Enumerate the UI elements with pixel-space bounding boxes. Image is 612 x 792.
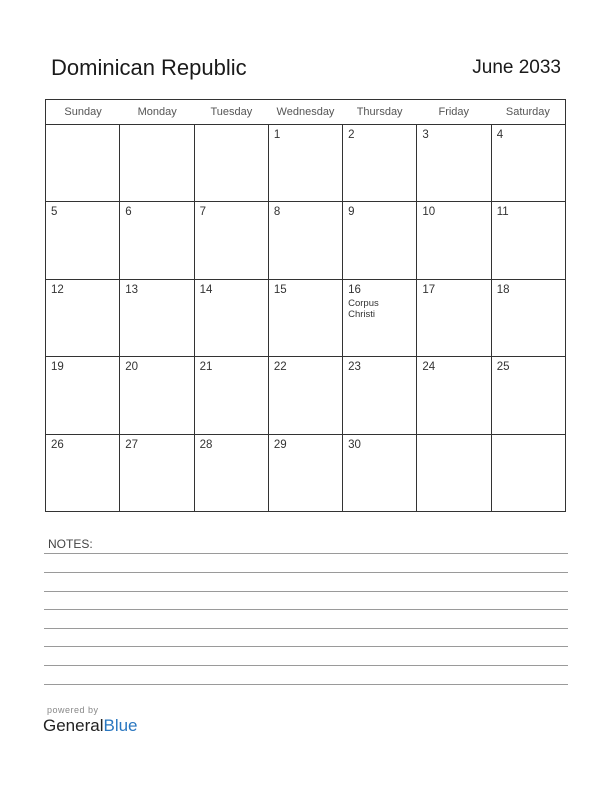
note-line	[44, 609, 568, 610]
day-number: 29	[273, 438, 287, 451]
day-cell	[492, 435, 565, 512]
day-number: 27	[125, 438, 139, 451]
day-number: 11	[496, 206, 509, 219]
day-number: 26	[51, 438, 64, 451]
day-number: 30	[348, 438, 361, 451]
calendar-week-row	[46, 202, 565, 279]
calendar-week-row	[46, 357, 565, 434]
day-number: 7	[199, 206, 206, 219]
day-cell	[492, 202, 565, 278]
day-cell	[46, 435, 120, 512]
day-cell	[195, 435, 269, 512]
weekday-header-row	[46, 100, 565, 125]
brand-blue-text: Blue	[103, 716, 138, 735]
calendar-weeks	[46, 125, 565, 512]
day-cell	[343, 357, 417, 433]
note-line	[44, 646, 568, 647]
day-number: 13	[125, 283, 139, 296]
note-line	[44, 572, 568, 573]
note-line	[44, 684, 568, 685]
day-number: 8	[273, 206, 281, 219]
day-cell	[195, 125, 269, 201]
day-number: 22	[273, 361, 287, 374]
powered-by-label: powered by	[47, 705, 99, 715]
calendar-week-row	[46, 280, 565, 357]
day-number: 17	[422, 283, 436, 296]
day-number: 23	[348, 361, 361, 374]
day-number: 10	[422, 206, 436, 219]
day-cell	[120, 202, 194, 278]
weekday-saturday: Saturday	[505, 106, 550, 118]
day-cell	[46, 202, 120, 278]
day-cell	[269, 280, 343, 356]
note-line	[44, 591, 568, 592]
day-cell	[417, 125, 491, 201]
holiday-event: Corpus Christi	[348, 297, 379, 320]
generalblue-logo	[43, 716, 138, 736]
day-cell	[195, 357, 269, 433]
day-cell	[46, 280, 120, 356]
day-number: 20	[125, 361, 139, 374]
calendar-grid	[45, 99, 566, 512]
day-cell	[343, 280, 417, 356]
day-cell	[343, 202, 417, 278]
day-number: 24	[422, 361, 436, 374]
day-number: 4	[496, 129, 504, 141]
calendar-month-title: June 2033	[472, 57, 561, 78]
day-number: 2	[348, 129, 355, 141]
weekday-tuesday: Tuesday	[210, 106, 253, 118]
day-number: 3	[422, 129, 429, 141]
day-cell	[492, 357, 565, 433]
note-line	[44, 628, 568, 629]
day-cell	[120, 435, 194, 512]
day-cell	[46, 125, 120, 201]
day-cell	[492, 280, 565, 356]
day-number: 6	[125, 206, 132, 219]
day-number: 18	[496, 283, 510, 296]
note-line	[44, 665, 568, 666]
day-number: 9	[348, 206, 355, 219]
day-cell	[269, 202, 343, 278]
day-cell	[417, 435, 491, 512]
day-number: 14	[199, 283, 213, 296]
weekday-sunday: Sunday	[64, 106, 102, 118]
weekday-friday: Friday	[438, 106, 470, 118]
day-number: 25	[496, 361, 510, 374]
note-line	[44, 553, 568, 554]
day-cell	[120, 357, 194, 433]
day-cell	[120, 280, 194, 356]
day-cell	[343, 435, 417, 512]
day-number: 5	[51, 206, 58, 219]
calendar-week-row	[46, 125, 565, 202]
day-cell	[120, 125, 194, 201]
day-cell	[343, 125, 417, 201]
weekday-monday: Monday	[137, 106, 177, 118]
notes-label: NOTES:	[48, 537, 93, 551]
day-cell	[417, 280, 491, 356]
day-number: 12	[51, 283, 64, 296]
day-number: 19	[51, 361, 64, 374]
day-cell	[269, 125, 343, 201]
day-number: 16	[348, 283, 361, 296]
day-cell	[417, 357, 491, 433]
brand-general-text: General	[43, 716, 104, 735]
day-number: 21	[199, 361, 213, 374]
calendar-country-title: Dominican Republic	[51, 55, 247, 80]
day-cell	[492, 125, 565, 201]
day-cell	[269, 435, 343, 512]
calendar-week-row	[46, 435, 565, 512]
day-cell	[195, 202, 269, 278]
day-cell	[46, 357, 120, 433]
weekday-thursday: Thursday	[356, 106, 403, 118]
day-number: 1	[273, 129, 281, 141]
day-cell	[417, 202, 491, 278]
weekday-wednesday: Wednesday	[276, 106, 335, 118]
day-number: 15	[273, 283, 287, 296]
day-number: 28	[199, 438, 213, 451]
day-cell	[269, 357, 343, 433]
day-cell	[195, 280, 269, 356]
